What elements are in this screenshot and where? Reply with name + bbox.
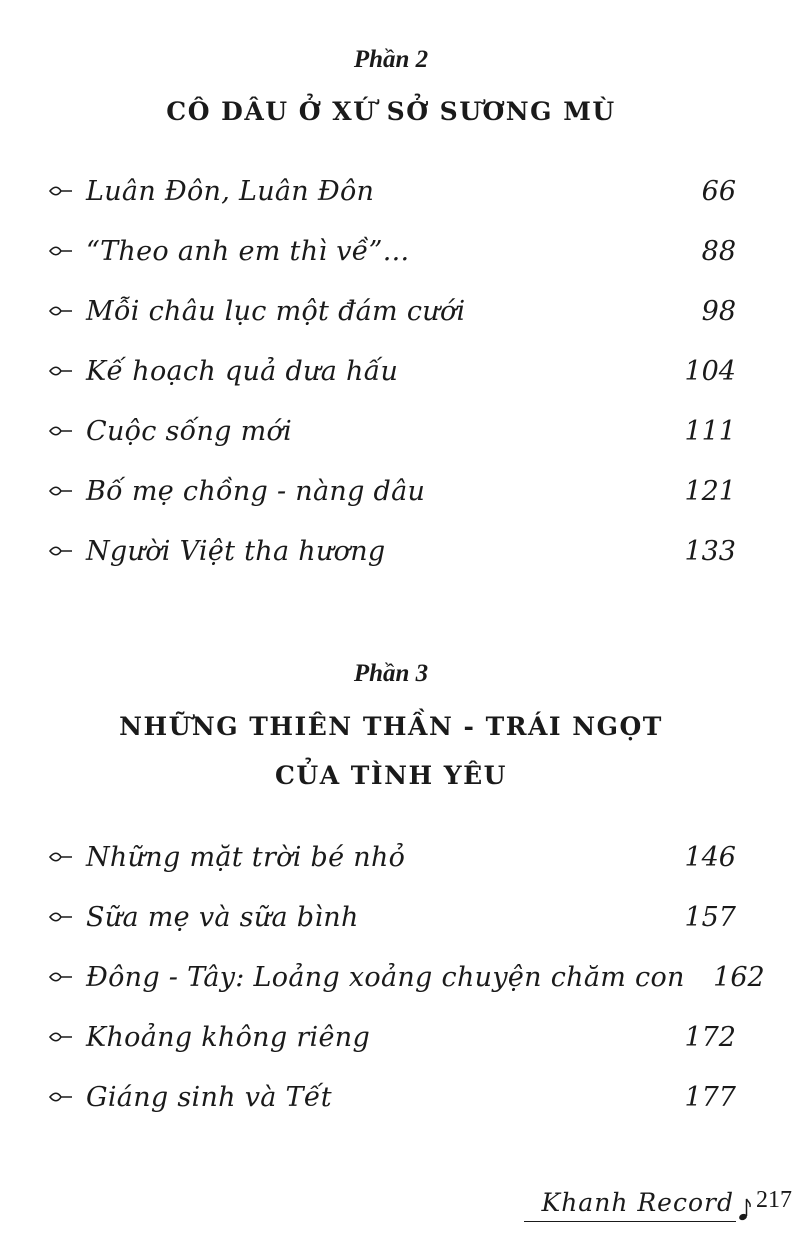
toc-entry-page: 98	[701, 295, 736, 327]
toc-entry-title: Cuộc sống mới	[86, 415, 293, 447]
toc-entry-title: Bố mẹ chồng - nàng dâu	[86, 475, 426, 507]
arrow-bullet-icon	[48, 184, 74, 198]
toc-entry-title: Người Việt tha hương	[86, 535, 386, 567]
arrow-bullet-icon	[48, 304, 74, 318]
footer-brand: Khanh Record	[524, 1188, 736, 1222]
toc-entry-page: 146	[684, 841, 736, 873]
arrow-bullet-icon	[48, 970, 74, 984]
toc-entry-title: Những mặt trời bé nhỏ	[86, 841, 406, 873]
arrow-bullet-icon	[48, 850, 74, 864]
part-3-title-line-2: CỦA TÌNH YÊU	[275, 761, 507, 790]
toc-entry-title: Kế hoạch quả dưa hấu	[86, 355, 399, 387]
toc-entry	[48, 161, 736, 221]
part-2-label: Phần 2	[353, 46, 429, 73]
arrow-bullet-icon	[48, 424, 74, 438]
toc-entry	[48, 341, 736, 401]
part-2-toc-list	[48, 161, 736, 581]
arrow-bullet-icon	[48, 484, 74, 498]
part-3-title-line-1: NHỮNG THIÊN THẦN - TRÁI NGỌT	[119, 712, 663, 741]
page-number: 217	[756, 1187, 792, 1213]
arrow-bullet-icon	[48, 1090, 74, 1104]
toc-entry-page: 172	[684, 1021, 736, 1053]
toc-entry-title: “Theo anh em thì về”...	[86, 235, 410, 267]
arrow-bullet-icon	[48, 364, 74, 378]
toc-entry-page: 177	[684, 1081, 736, 1113]
toc-entry	[48, 827, 736, 887]
part-3-label: Phần 3	[353, 660, 429, 687]
toc-entry	[48, 1007, 736, 1067]
toc-entry	[48, 401, 736, 461]
toc-entry	[48, 521, 736, 581]
toc-entry	[48, 887, 736, 947]
toc-entry	[48, 1067, 736, 1127]
toc-entry-page: 162	[713, 961, 765, 993]
music-note-icon	[738, 1196, 752, 1222]
toc-entry	[48, 281, 736, 341]
toc-entry-page: 104	[684, 355, 736, 387]
toc-entry-title: Luân Đôn, Luân Đôn	[86, 175, 375, 207]
toc-entry-page: 111	[684, 415, 736, 447]
toc-entry-page: 66	[701, 175, 736, 207]
toc-entry-title: Mỗi châu lục một đám cưới	[86, 295, 466, 327]
toc-entry-page: 88	[701, 235, 736, 267]
toc-entry-title: Giáng sinh và Tết	[86, 1081, 332, 1113]
arrow-bullet-icon	[48, 910, 74, 924]
toc-entry	[48, 461, 736, 521]
toc-entry-title: Đông - Tây: Loảng xoảng chuyện chăm con	[86, 961, 685, 993]
toc-entry-title: Sữa mẹ và sữa bình	[86, 901, 359, 933]
part-3-toc-list	[48, 827, 765, 1127]
toc-entry	[48, 221, 736, 281]
toc-entry	[48, 947, 765, 1007]
toc-entry-page: 133	[684, 535, 736, 567]
toc-entry-title: Khoảng không riêng	[86, 1021, 371, 1053]
arrow-bullet-icon	[48, 544, 74, 558]
toc-entry-page: 157	[684, 901, 736, 933]
part-2-title: CÔ DÂU Ở XỨ SỞ SƯƠNG MÙ	[166, 97, 616, 126]
arrow-bullet-icon	[48, 1030, 74, 1044]
toc-entry-page: 121	[684, 475, 736, 507]
arrow-bullet-icon	[48, 244, 74, 258]
page-footer	[524, 1178, 792, 1222]
